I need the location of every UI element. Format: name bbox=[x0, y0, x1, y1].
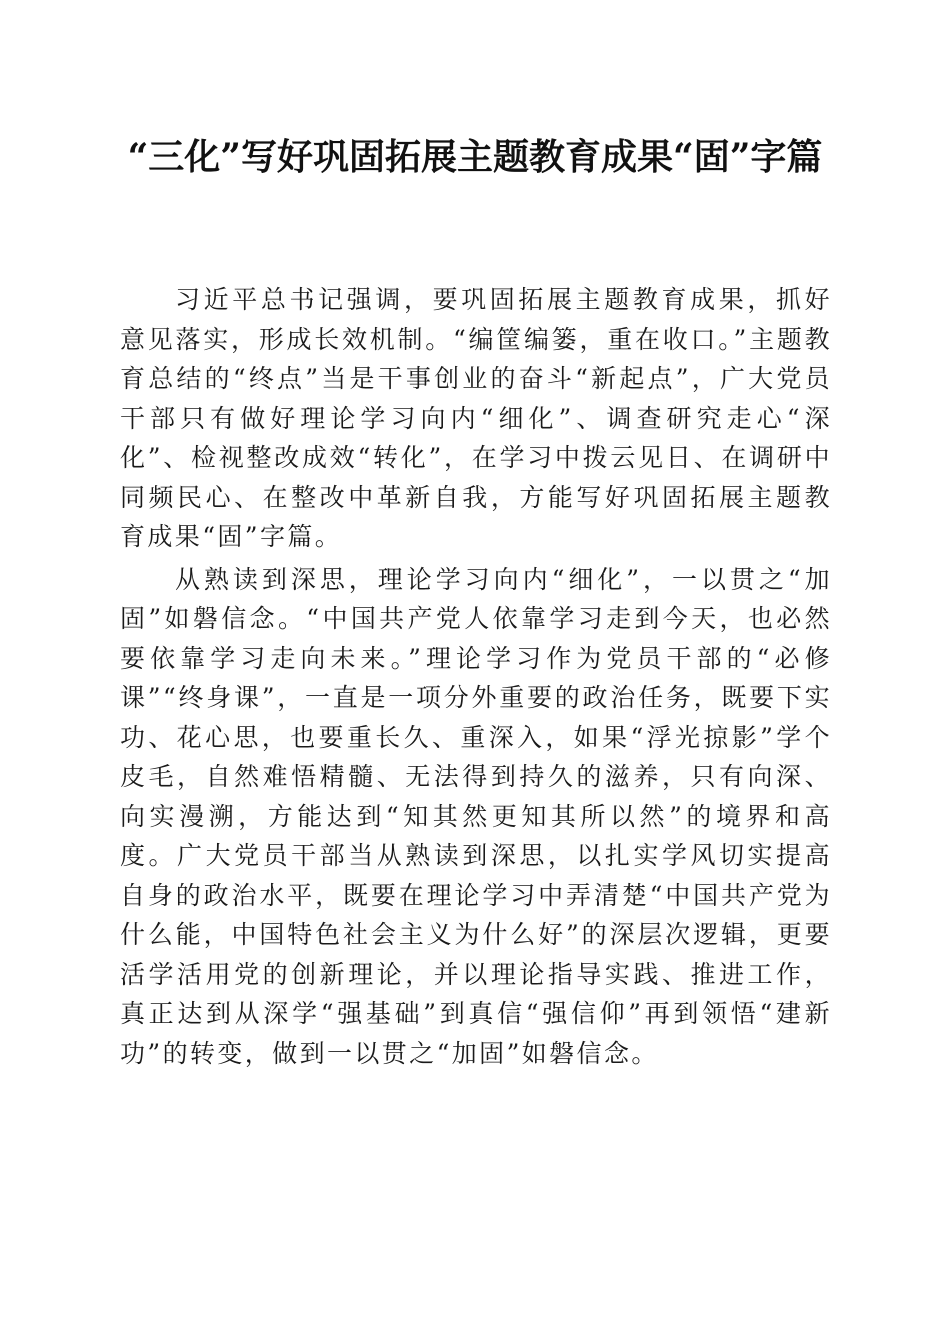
document-body bbox=[120, 280, 832, 1076]
paragraph-1: 习近平总书记强调，要巩固拓展主题教育成果，抓好意见落实，形成长效机制。“编筐编篓，重在收口。”主题教育总结的“终点”当是干事创业的奋斗“新起点”，广大党员干部只有做好理论学习向内“细化”、调查研究走心“深化”、检视整改成效“转化”，在学习中拨云见日、在调研中同频民心、在整改中革新自我，方能写好巩固拓展主题教育成果“固”字篇。 bbox=[120, 285, 832, 551]
paragraph-2: 从熟读到深思，理论学习向内“细化”，一以贯之“加固”如磐信念。“中国共产党人依靠学习走到今天，也必然要依靠学习走向未来。”理论学习作为党员干部的“必修课”“终身课”，一直是一项分外重要的政治任务，既要下实功、花心思，也要重长久、重深入，如果“浮光掠影”学个皮毛，自然难悟精髓、无法得到持久的滋养，只有向深、向实漫溯，方能达到“知其然更知其所以然”的境界和高度。广大党员干部当从熟读到深思，以扎实学风切实提高自身的政治水平，既要在理论学习中弄清楚“中国共产党为什么能，中国特色社会主义为什么好”的深层次逻辑，更要活学活用党的创新理论，并以理论指导实践、推进工作，真正达到从深学“强基础”到真信“强信仰”再到领悟“建新功”的转变，做到一以贯之“加固”如磐信念。 bbox=[120, 564, 832, 1068]
document-title: “三化”写好巩固拓展主题教育成果“固”字篇 bbox=[127, 136, 823, 178]
